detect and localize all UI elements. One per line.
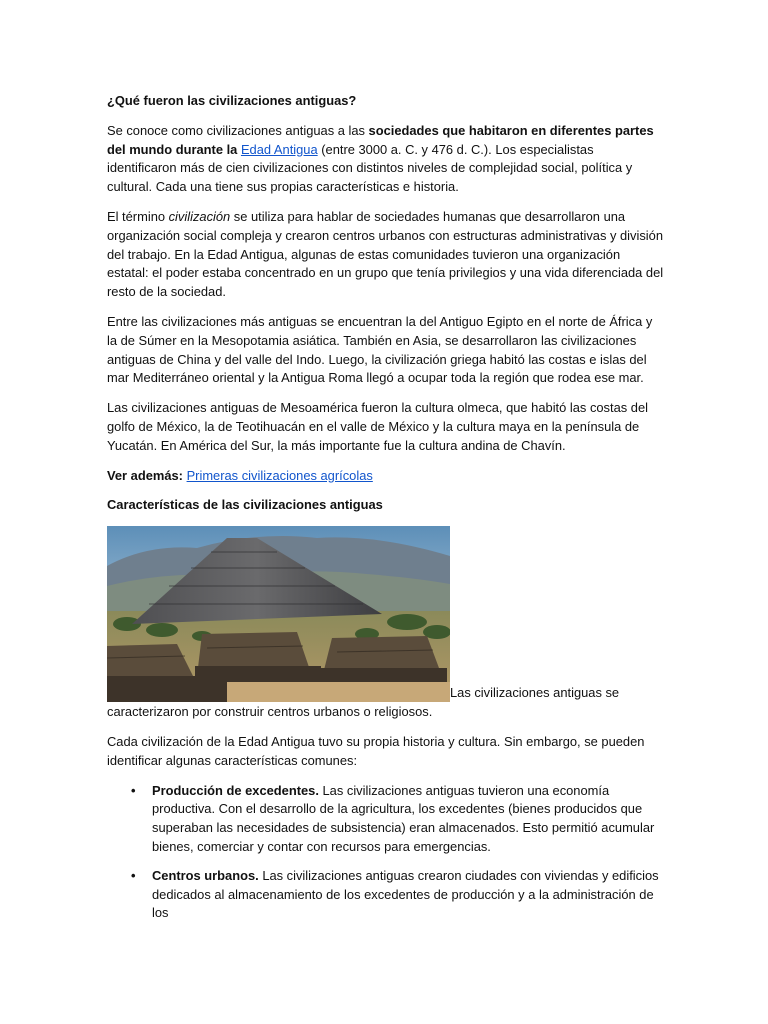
bullet-glyph: •	[131, 782, 136, 798]
feature-text: Las civilizaciones antiguas tuvieron una economía productiva. Con el desarrollo de la agricultura, los excedentes (bienes producidos que superaban las necesidades de subsistencia) eran almacenados. Esto permitió acumular bienes, comerciar y contar con recursos para emergencias.	[152, 782, 655, 854]
figure-with-caption	[107, 526, 664, 722]
paragraph-common-features: Cada civilización de la Edad Antigua tuvo su propia historia y cultura. Sin embargo, se pueden identificar algunas características comunes:	[107, 733, 645, 768]
paragraph-intro	[107, 122, 664, 197]
see-also-label: Ver además:	[107, 467, 183, 483]
figure-caption: Las civilizaciones antiguas se caracterizaron por construir centros urbanos o religiosos.	[107, 685, 620, 720]
list-item	[131, 782, 664, 857]
feature-title: Centros urbanos.	[152, 867, 259, 883]
section-title: Características de las civilizaciones antiguas	[107, 497, 383, 513]
list-item	[131, 867, 664, 923]
paragraph-civilizacion-term: civilización	[168, 208, 231, 224]
edad-antigua-link[interactable]: Edad Antigua	[240, 141, 318, 157]
see-also	[107, 467, 664, 486]
paragraph-civilizacion	[107, 208, 664, 302]
paragraph-intro-bold: sociedades que habitaron en diferentes partes del mundo durante la	[107, 122, 654, 157]
paragraph-intro-text-a: Se conoce como civilizaciones antiguas a las	[107, 122, 369, 138]
paragraph-intro-text-c: (entre 3000 a. C. y 476 d. C.). Los especialistas identificaron más de cien civilizaciones con distintos niveles de complejidad social, política y cultural. Cada una tiene sus propias características e historia.	[107, 141, 633, 195]
page-title: ¿Qué fueron las civilizaciones antiguas?	[107, 93, 357, 108]
feature-text: Las civilizaciones antiguas crearon ciudades con viviendas y edificios dedicados al almacenamiento de los excedentes de producción y a la administración de los	[152, 867, 659, 921]
teotihuacan-pyramid-photo	[107, 526, 450, 702]
paragraph-civilizacion-text-a: El término	[107, 208, 169, 224]
paragraph-mesoamerica: Las civilizaciones antiguas de Mesoamérica fueron la cultura olmeca, que habitó las costas del golfo de México, la de Teotihuacán en el valle de México y la cultura maya en la península de Yucatán. En América del Sur, la más importante fue la cultura andina de Chavín.	[107, 400, 648, 453]
features-list	[107, 782, 664, 924]
primeras-civilizaciones-link[interactable]: Primeras civilizaciones agrícolas	[186, 467, 373, 483]
feature-title: Producción de excedentes.	[152, 782, 319, 798]
paragraph-oldest: Entre las civilizaciones más antiguas se encuentran la del Antiguo Egipto en el norte de África y la de Súmer en la Mesopotamia asiática. También en Asia, se desarrollaron las civilizaciones antiguas de China y del valle del Indo. Luego, la civilización griega habitó las costas e islas del mar Mediterráneo oriental y la Antigua Roma llegó a ocupar toda la región que rodea ese mar.	[107, 313, 653, 386]
paragraph-civilizacion-text-b: se utiliza para hablar de sociedades humanas que desarrollaron una organización social compleja y crearon centros urbanos con estructuras administrativas y división del trabajo. En la Edad Antigua, algunas de estas comunidades tuvieron una organización estatal: el poder estaba concentrado en un grupo que tenía privilegios y una vida diferenciada del resto de la sociedad.	[107, 208, 664, 300]
bullet-glyph: •	[131, 867, 136, 883]
